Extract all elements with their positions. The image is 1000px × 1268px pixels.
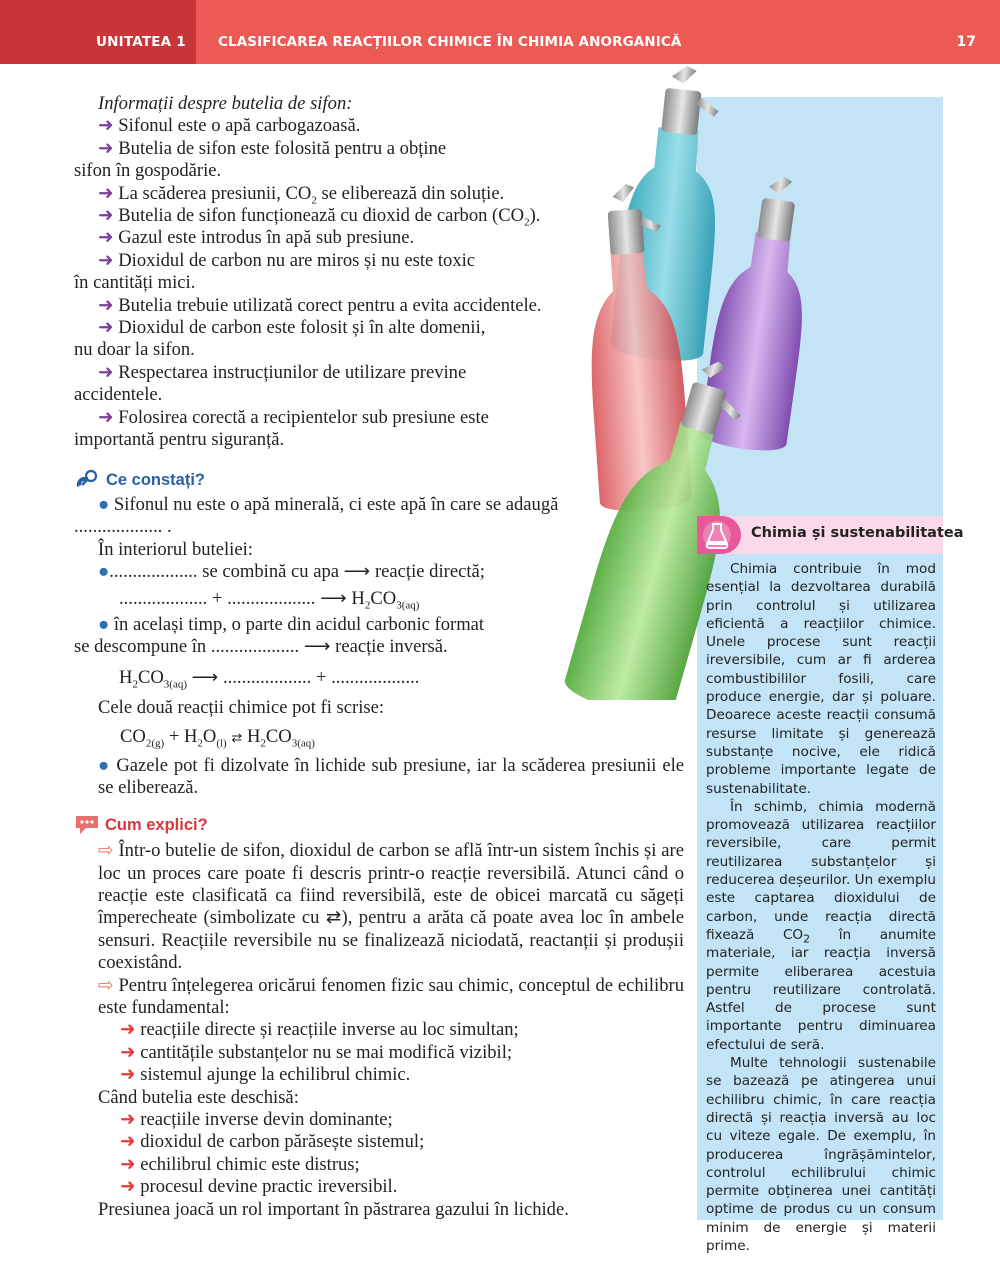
unit-box xyxy=(0,0,196,64)
explain-paragraph: ⇨ Într-o butelie de sifon, dioxidul de carbon se află într-un sistem închis și are loc un proces care poate fi descris printr-o reacție reversibilă. Atunci când o reacție este clasificată ca fiind reversibilă, este de obicei marcată cu săgeți împerecheate (simbolizate cu ⇄), pentru a arăta că poate avea loc în ambele sensuri. Reacțiile reversibile nu se finalizează niciodată, reactanții și produșii coexistând. xyxy=(98,840,684,974)
list-item: ➜ Butelia de sifon este folosită pentru a obține xyxy=(98,137,447,159)
equation: $CO_{2(g)} + H_2O_{(l)}$ ⇄ $H_2CO_{3(aq)}$ xyxy=(120,725,315,750)
list-item: ➜ reacțiile directe și reacțiile inverse au loc simultan; xyxy=(120,1019,519,1041)
list-item-continuation: nu doar la sifon. xyxy=(74,339,195,361)
list-item: ➜ La scăderea presiunii, $CO_2$ se eliberează din soluție. xyxy=(98,182,505,207)
sidebar-title: Chimia și sustenabilitatea xyxy=(751,525,964,541)
bullet-dot-icon: ● xyxy=(98,754,111,776)
observe-line: ● Sifonul nu este o apă minerală, ci este apă în care se adaugă xyxy=(98,493,559,515)
arrow-right-icon: ⟶ xyxy=(191,666,219,688)
observe-line: ● în același timp, o parte din acidul carbonic format xyxy=(98,613,485,635)
bullet-dot-icon: ● xyxy=(98,493,110,515)
explain-paragraph: Când butelia este deschisă: xyxy=(98,1086,299,1108)
list-item: ➜ Butelia de sifon funcționează cu dioxid de carbon $(CO_2)$. xyxy=(98,205,541,229)
flask-icon xyxy=(697,516,741,554)
arrow-right-icon: ⟶ xyxy=(343,561,371,583)
list-item-continuation: importantă pentru siguranță. xyxy=(74,429,285,451)
observe-line: ................... + ................... ⟶ $H_2CO_{3(aq)}$ xyxy=(119,587,420,612)
info-heading: Informații despre butelia de sifon: xyxy=(98,93,353,114)
list-item: ➜ echilibrul chimic este distrus; xyxy=(120,1153,360,1175)
list-item: ➜ Gazul este introdus în apă sub presiune. xyxy=(98,227,415,249)
observe-line: ●................... se combină cu apa ⟶ reacție directă; xyxy=(98,561,485,583)
sidebar-paragraph: Chimia contribuie în mod esențial la dezvoltarea durabilă prin controlul și utilizarea eficientă a reacțiilor chimice. Unele procese sunt reacții ireversibile, cum ar fi arderea combustibililor fosili, care produce energie, dar și poluare. Deoarece aceste reacții consumă resurse limitate și generează substanțe nocive, ele ridică probleme importante legate de sustenabilitate. xyxy=(706,561,936,797)
list-item: ➜ reacțiile inverse devin dominante; xyxy=(120,1109,393,1131)
sidebar-paragraph: În schimb, chimia modernă promovează utilizarea reacțiilor reversibile, care permit reutilizarea substanțelor și reducerea deșeurilor. Un exemplu este captarea dioxidului de carbon, unde reacția directă fixează $CO_2$ în anumite materiale, iar reacția inversă permite eliberarea acestuia pentru reutilizare controlată. Astfel de procese sunt importante pentru diminuarea efectului de seră. xyxy=(706,798,936,1053)
list-item: ➜ procesul devine practic ireversibil. xyxy=(120,1176,398,1198)
arrow-right-icon: ➜ xyxy=(98,361,114,383)
list-item: ➜ Dioxidul de carbon este folosit și în alte domenii, xyxy=(98,317,486,339)
sidebar-paragraph: Multe tehnologii sustenabile se bazează pe atingerea unui echilibru chimic, în care reacția directă și reacția inversă au loc cu viteze egale. De exemplu, în producerea îngrășămintelor, controlul echilibrului chimic permite obținerea unei cantități optime de produs cu un consum minim de energie și materii prime. xyxy=(706,1055,936,1254)
equilibrium-arrows-icon: ⇄ xyxy=(231,729,243,745)
arrow-right-icon: ➜ xyxy=(120,1153,136,1175)
list-item-continuation: în cantități mici. xyxy=(74,272,196,294)
arrow-right-icon: ➜ xyxy=(120,1041,136,1063)
arrow-right-icon: ⇨ xyxy=(98,840,114,862)
unit-label: UNITATEA 1 xyxy=(96,34,186,50)
arrow-right-icon: ➜ xyxy=(120,1109,136,1131)
list-item: ➜ dioxidul de carbon părăsește sistemul; xyxy=(120,1131,425,1153)
arrow-right-icon: ➜ xyxy=(120,1131,136,1153)
list-item: ➜ Dioxidul de carbon nu are miros și nu este toxic xyxy=(98,249,476,271)
magnifier-hand-icon xyxy=(74,469,100,491)
list-item: ➜ cantitățile substanțelor nu se mai modifică vizibil; xyxy=(120,1041,513,1063)
observe-line: ● Gazele pot fi dizolvate în lichide sub presiune, iar la scăderea presiunii ele se eliberează. xyxy=(98,754,684,799)
explain-paragraph: Presiunea joacă un rol important în păstrarea gazului în lichide. xyxy=(98,1198,569,1220)
explain-heading: Cum explici? xyxy=(74,814,684,836)
bullet-dot-icon: ● xyxy=(98,561,110,583)
arrow-right-icon: ➜ xyxy=(98,317,114,339)
observe-line: se descompune în ................... ⟶ reacție inversă. xyxy=(74,636,448,658)
list-item: ➜ sistemul ajunge la echilibrul chimic. xyxy=(120,1064,411,1086)
arrow-right-icon: ➜ xyxy=(98,182,114,204)
observe-heading: Ce constați? xyxy=(74,469,684,491)
arrow-right-icon: ⟶ xyxy=(303,636,331,658)
observe-line: Cele două reacții chimice pot fi scrise: xyxy=(98,697,385,719)
page-number: 17 xyxy=(956,34,976,50)
arrow-right-icon: ➜ xyxy=(98,137,114,159)
arrow-right-icon: ➜ xyxy=(98,294,114,316)
list-item: ➜ Sifonul este o apă carbogazoasă. xyxy=(98,115,361,137)
bullet-dot-icon: ● xyxy=(98,613,110,635)
list-item-continuation: sifon în gospodărie. xyxy=(74,160,222,182)
arrow-right-icon: ➜ xyxy=(120,1176,136,1198)
arrow-right-icon: ➜ xyxy=(98,115,114,137)
chapter-title: CLASIFICAREA REACȚIILOR CHIMICE ÎN CHIMIA ANORGANICĂ xyxy=(218,34,682,50)
observe-line: $H_2CO_{3(aq)}$ ⟶ ................... + ................... xyxy=(119,666,420,691)
list-item: ➜ Butelia trebuie utilizată corect pentru a evita accidentele. xyxy=(98,294,542,316)
observe-line: ................... . xyxy=(74,516,172,538)
list-item: ➜ Folosirea corectă a recipientelor sub presiune este xyxy=(98,406,489,428)
arrow-right-icon: ➜ xyxy=(98,205,114,227)
main-content xyxy=(74,93,684,1221)
arrow-right-icon: ➜ xyxy=(98,249,114,271)
speech-bubble-icon xyxy=(74,814,100,836)
arrow-right-icon: ➜ xyxy=(120,1064,136,1086)
arrow-right-icon: ➜ xyxy=(98,406,114,428)
sidebar-text xyxy=(706,560,936,1255)
arrow-right-icon: ➜ xyxy=(98,227,114,249)
list-item: ➜ Respectarea instrucțiunilor de utilizare previne xyxy=(98,361,467,383)
explain-paragraph: ⇨ Pentru înțelegerea oricărui fenomen fizic sau chimic, conceptul de echilibru este fundamental: xyxy=(98,974,684,1019)
arrow-right-icon: ➜ xyxy=(120,1019,136,1041)
observe-line: În interiorul buteliei: xyxy=(98,538,253,560)
arrow-right-icon: ⟶ xyxy=(320,587,347,609)
arrow-right-icon: ⇨ xyxy=(98,974,114,996)
list-item-continuation: accidentele. xyxy=(74,384,163,406)
